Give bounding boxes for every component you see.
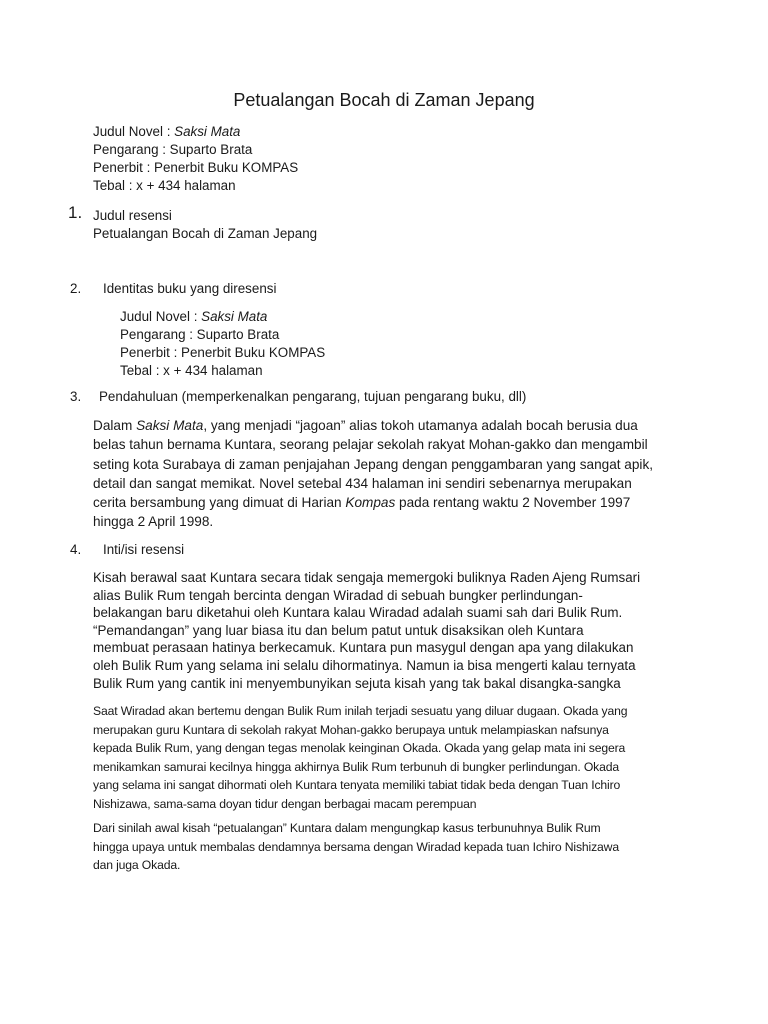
text-span: pada rentang waktu 2 November 1997 [395,495,631,511]
section-2-pages-line: Tebal : x + 434 halaman [120,363,263,378]
section-1-text: Petualangan Bocah di Zaman Jepang [93,226,318,241]
section-2-title-value: Saksi Mata [201,309,268,324]
paragraph-line: Bulik Rum yang cantik ini menyembunyikan sejuta kisah yang tak bakal disangka-sangka [93,675,621,691]
section-2-publisher-line: Penerbit : Penerbit Buku KOMPAS [120,345,326,360]
section-2-book-info [120,308,325,380]
book-author-line: Pengarang : Suparto Brata [93,142,253,157]
section-2-title-line [120,308,325,326]
paragraph-line: oleh Bulik Rum yang selama ini selalu dihormatinya. Namun ia bisa mengerti kalau ternyata [93,657,636,673]
section-3-heading: Pendahuluan (memperkenalkan pengarang, tujuan pengarang buku, dll) [99,389,527,404]
paragraph-line: belakangan baru diketahui oleh Kuntara kalau Wiradad adalah suami sah dari Bulik Rum. [93,605,623,621]
book-publisher-line: Penerbit : Penerbit Buku KOMPAS [93,160,299,175]
paragraph-line: “Pemandangan” yang luar biasa itu dan belum patut untuk disaksikan oleh Kuntara [93,622,584,638]
section-3-line-1 [93,416,653,435]
section-3-line-6: hingga 2 April 1998. [93,514,214,530]
paragraph-line: hingga upaya untuk membalas dendamnya bersama dengan Wiradad kepada tuan Ichiro Nishizawa [93,839,619,854]
paragraph-line: Kisah berawal saat Kuntara secara tidak sengaja memergoki buliknya Raden Ajeng Rumsari [93,570,641,585]
book-pages-line: Tebal : x + 434 halaman [93,178,236,193]
text-span: , yang menjadi “jagoan” alias tokoh utamanya adalah bocah berusia dua [203,418,638,433]
section-3-line-3: seting kota Surabaya di zaman penjajahan Jepang dengan penggambaran yang sangat apik, [93,456,654,472]
paragraph-line: Nishizawa, sama-sama doyan tidur dengan berbagai macam perempuan [93,796,477,811]
paragraph-line: membuat perasaan hatinya berkecamuk. Kuntara pun masygul dengan apa yang dilakukan [93,640,634,656]
section-2-title-label: Judul Novel : [120,309,202,324]
section-1-heading: Judul resensi [93,208,172,223]
paragraph-line: merupakan guru Kuntara di sekolah rakyat Mohan-gakko berupaya untuk melampiaskan nafsunya [93,722,609,737]
section-4-heading: Inti/isi resensi [103,542,185,557]
section-3-number: 3. [70,389,82,404]
document-title: Petualangan Bocah di Zaman Jepang [233,90,535,110]
section-4-paragraph-2 [93,702,627,813]
section-3-line-2: belas tahun bernama Kuntara, seorang pelajar sekolah rakyat Mohan-gakko dan mengambil [93,437,648,453]
paragraph-line: alias Bulik Rum tengah bercinta dengan Wiradad di sebuah bungker perlindungan- [93,587,583,603]
text-span: cerita bersambung yang dimuat di Harian [93,495,346,511]
section-2-author-line: Pengarang : Suparto Brata [120,327,280,342]
paragraph-line: Dari sinilah awal kisah “petualangan” Kuntara dalam mengungkap kasus terbunuhnya Bulik Rum [93,821,601,835]
paragraph-line: yang selama ini sangat dihormati oleh Kuntara tenyata memiliki tabiat tidak beda dengan Tuan Ichiro [93,778,621,792]
newspaper-name-italic: Kompas [345,495,396,511]
book-title-label: Judul Novel : [93,124,175,139]
book-title-line [93,123,298,141]
section-1-block [93,207,317,243]
text-span: Dalam [93,418,137,433]
book-title-value: Saksi Mata [174,124,241,139]
paragraph-line: menikamkan samurai kecilnya hingga akhirnya Bulik Rum terbunuh di bungker perlindungan. Okada [93,759,619,774]
section-2-heading: Identitas buku yang diresensi [103,281,277,296]
section-3-line-5 [93,493,653,512]
section-4-paragraph-3 [93,819,619,875]
novel-title-italic: Saksi Mata [136,418,204,433]
paragraph-line: Saat Wiradad akan bertemu dengan Bulik Rum inilah terjadi sesuatu yang diluar dugaan. Okada yang [93,704,628,718]
section-2-number: 2. [70,281,82,296]
paragraph-line: dan juga Okada. [93,858,181,872]
section-3-line-4: detail dan sangat memikat. Novel setebal 434 halaman ini sendiri sebenarnya merupakan [93,475,632,491]
section-4-number: 4. [70,542,82,557]
paragraph-line: kepada Bulik Rum, yang dengan tegas menolak keinginan Okada. Okada yang gelap mata ini segera [93,741,626,755]
section-1-number: 1. [68,203,83,222]
book-info-block [93,123,298,195]
section-3-paragraph [93,416,653,532]
section-4-paragraph-1 [93,569,640,692]
